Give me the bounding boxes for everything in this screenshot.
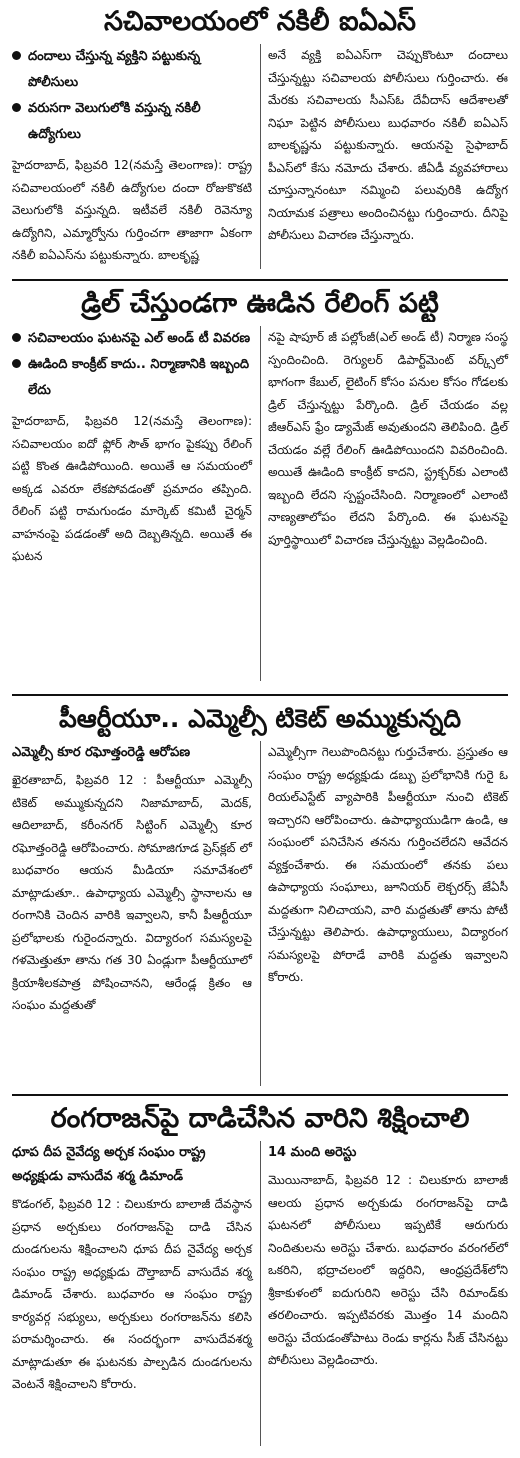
bullet-item: వరుసగా వెలుగులోకి వస్తున్న నకిలీ ఉద్యోగులు <box>12 96 252 148</box>
body-text: కొడంగల్, ఫిబ్రవరి 12 : చిలుకూరు బాలాజీ దేవస్థాన ప్రధాన అర్చకులు రంగరాజన్‌పై దాడి చేసిన దుండగులను శిక్షించాలని ధూప దీప నైవేద్య అర్చక సంఘం రాష్ట్ర అధ్యక్షుడు దౌల్తాబాద్ వాసుదేవ శర్మ డిమాండ్ చేశారు. బుధవారం ఆ సంఘం రాష్ట్ర కార్యవర్గ సభ్యులు, అర్చకులు రంగరాజన్‌ను కలిసి పరామర్శించారు. ఈ సందర్భంగా వాసుదేవశర్మ మాట్లాడుతూ ఈ ఘటనకు పాల్పడిన దుండగులను వెంటనే శిక్షించాలని కోరారు. <box>12 1197 252 1391</box>
bullet-item: ఊడింది కాంక్రీట్ కాదు.. నిర్మాణానికి ఇబ్బంది లేదు <box>12 352 252 404</box>
right-column <box>268 1141 508 1372</box>
bullet-icon <box>12 103 21 112</box>
body-text: అనే వ్యక్తి ఐఏఎస్‌గా చెప్పుకొంటూ దందాలు చేస్తున్నట్టు సచివాలయ పోలీసులు గుర్తించారు. ఈ మేరకు సచివాలయ సీఎస్‌ఓ దేవీదాస్ ఆదేశాలతో నిఘా పెట్టిన పోలీసులు బుధవారం నకిలీ ఐఏఎస్ బాలకృష్ణను పట్టుకున్నారు. ఆయనపై సైఫాబాద్ పీఎస్‌లో కేసు నమోదు చేశారు. జీఏడీ వ్యవహారాలు చూస్తున్నానంటూ నమ్మించి పలువురికి ఉద్యోగ నియామక పత్రాలు అందించినట్టు గుర్తించారు. దీనిపై పోలీసులు విచారణ చేస్తున్నారు. <box>268 48 508 242</box>
column-rule <box>260 1141 261 1446</box>
headline: రంగరాజన్‌పై దాడిచేసిన వారిని శిక్షించాలి <box>50 1103 470 1134</box>
body-text: హైదరాబాద్, ఫిబ్రవరి 12(నమస్తే తెలంగాణ): సచివాలయం ఐదో ఫ్లోర్ సౌత్ భాగం పైకప్పు రేలింగ్ పట్టి కొంత ఊడిపోయింది. అయితే ఆ సమయంలో అక్కడ ఎవరూ లేకపోవడంతో ప్రమాదం తప్పింది. రేలింగ్ పట్టి రామగుండం మార్కెట్ కమిటీ చైర్మన్ వాహనంపై పడడంతో అది దెబ్బతిన్నది. అయితే ఈ ఘటన <box>12 414 252 563</box>
article-rangarajan-attack <box>12 1097 508 1455</box>
right-column <box>268 741 508 989</box>
body-text: ఖైరతాబాద్, ఫిబ్రవరి 12 : పీఆర్టీయూ ఎమ్మెల్సీ టికెట్ అమ్ముకున్నదని నిజామాబాద్, మెదక్, ఆదిలాబాద్, కరీంనగర్ సిట్టింగ్ ఎమ్మెల్సీ కూర రఘోత్తంరెడ్డి ఆరోపించారు. సోమాజిగూడ ప్రెస్‌క్లబ్ లో బుధవారం ఆయన మీడియా సమావేశంలో మాట్లాడుతూ.. ఉపాధ్యాయ ఎమ్మెల్సీ స్థానాలను ఆ రంగానికి చెందిన వారికి ఇవ్వాలని, కానీ పీఆర్టీయూ ప్రలోభాలకు గురైందన్నారు. విద్యారంగ సమస్యలపై గళమెత్తుతూ తాను గత 30 ఏండ్లుగా పీఆర్టీయూలో క్రియాశీలకపాత్ర పోషించానని, ఆరేండ్ల క్రితం ఆ సంఘం మద్దతుతో <box>12 773 252 1012</box>
bullet-icon <box>12 333 21 342</box>
left-column <box>12 326 252 568</box>
headline: డ్రిల్ చేస్తుండగా ఊడిన రేలింగ్ పట్టి <box>81 288 439 319</box>
bullet-list <box>12 44 252 148</box>
column-rule <box>260 741 261 1086</box>
article-fake-ias <box>12 0 508 275</box>
right-column <box>268 326 508 551</box>
left-column <box>12 44 252 267</box>
body-text: నపై షాపూర్ జీ పల్లోంజీ(ఎల్ అండ్ టీ) నిర్మాణ సంస్థ స్పందించింది. రెగ్యులర్ డిపార్ట్‌మెంట్ వర్క్స్‌లో భాగంగా కేబుల్, లైటింగ్ కోసం పనుల కోసం గోడలకు డ్రిల్ చేస్తున్నట్టు పేర్కొంది. డ్రిల్ చేయడం వల్ల జీఆర్ఎస్ ఫ్రేం డ్యామేజ్ అవుతుందని తెలిపింది. డ్రిల్ చేయడం వల్లే రేలింగ్ ఊడిపోయిందని వివరించింది. అయితే ఊడింది కాంక్రీట్ కాదని, స్ట్రక్చర్‌కు ఎలాంటి ఇబ్బంది లేదని స్పష్టంచేసింది. నిర్మాణంలో ఎలాంటి నాణ్యతాలోపం లేదని పేర్కొంది. ఈ ఘటనపై పూర్తిస్థాయిలో విచారణ చేస్తున్నట్టు వెల్లడించింది. <box>268 330 508 547</box>
bullet-icon <box>12 51 21 60</box>
subheadline: ఎమ్మెల్సీ కూర రఘోత్తంరెడ్డి ఆరోపణ <box>12 745 191 760</box>
article-prtu-ticket <box>12 697 508 1092</box>
body-text: ఎమ్మెల్సీగా గెలుపొందినట్టు గుర్తుచేశారు. ప్రస్తుతం ఆ సంఘం రాష్ట్ర అధ్యక్షుడు డబ్బు ప్రలోభానికి గురై ఓ రియల్‌ఎస్టేట్ వ్యాపారికి పీఆర్టీయూ నుంచి టికెట్ ఇచ్చారని ఆరోపించారు. ఉపాధ్యాయుడిగా ఉండి, ఆ సంఘంలో పనిచేసిన తనను గుర్తించలేదని ఆవేదన వ్యక్తంచేశారు. ఈ సమయంలో తనకు పలు ఉపాధ్యాయ సంఘాలు, జూనియర్ లెక్చరర్స్ జేఏసీ మద్దతుగా నిలిచాయని, వారి మద్దతుతో తాను పోటీ చేస్తున్నట్టు తెలిపారు. ఉపాధ్యాయులు, విద్యారంగ సమస్యలపై పోరాడే వారికి మద్దతు ఇవ్వాలని కోరారు. <box>268 745 508 984</box>
left-column <box>12 1141 252 1396</box>
section-divider <box>12 279 508 281</box>
column-rule <box>260 44 261 269</box>
bullet-list <box>12 326 252 404</box>
article-drill-railing <box>12 282 508 692</box>
body-text: మొయినాబాద్, ఫిబ్రవరి 12 : చిలుకూరు బాలాజీ ఆలయ ప్రధాన అర్చకుడు రంగరాజన్‌పై దాడి ఘటనలో పోలీసులు ఇప్పటికే ఆరుగురు నిందితులను అరెస్టు చేశారు. బుధవారం వరంగల్‌లో ఒకరిని, భద్రాచలంలో ఇద్దరిని, ఆంధ్రప్రదేశ్‌లోని శ్రీకాకుళంలో ఐదుగురిని అరెస్టు చేసి రిమాండ్‌కు తరలించారు. ఇప్పటివరకు మొత్తం 14 మందిని అరెస్టు చేయడంతోపాటు రెండు కార్లను సీజ్ చేసినట్టు పోలీసులు వెల్లడించారు. <box>268 1173 508 1367</box>
body-text: హైదరాబాద్, ఫిబ్రవరి 12(నమస్తే తెలంగాణ): రాష్ట్ర సచివాలయంలో నకిలీ ఉద్యోగుల దందా రోజుకొకటి వెలుగులోకి వస్తున్నది. ఇటీవలే నకిలీ రెవెన్యూ ఉద్యోగిని, ఎమ్మార్వోను గుర్తించగా తాజాగా ఏకంగా నకిలీ ఐఏఎస్‌ను పట్టుకున్నారు. బాలకృష్ణ <box>12 158 252 262</box>
subheadline-arrests: 14 మంది అరెస్టు <box>268 1145 357 1160</box>
column-rule <box>260 326 261 681</box>
headline: పీఆర్టీయూ.. ఎమ్మెల్సీ టికెట్ అమ్ముకున్నది <box>58 704 462 733</box>
bullet-item: దందాలు చేస్తున్న వ్యక్తిని పట్టుకున్న పోలీసులు <box>12 44 252 96</box>
section-divider <box>12 1094 508 1096</box>
right-column <box>268 44 508 247</box>
subheadline: ధూప దీప నైవేద్య అర్చక సంఘం రాష్ట్ర అధ్యక్షుడు వాసుదేవ శర్మ డిమాండ్ <box>12 1145 206 1184</box>
section-divider <box>12 694 508 696</box>
bullet-item: సచివాలయం ఘటనపై ఎల్ అండ్ టీ వివరణ <box>12 326 252 352</box>
headline: సచివాలయంలో నకిలీ ఐఏఎస్ <box>104 6 416 37</box>
bullet-icon <box>12 359 21 368</box>
left-column <box>12 741 252 1017</box>
